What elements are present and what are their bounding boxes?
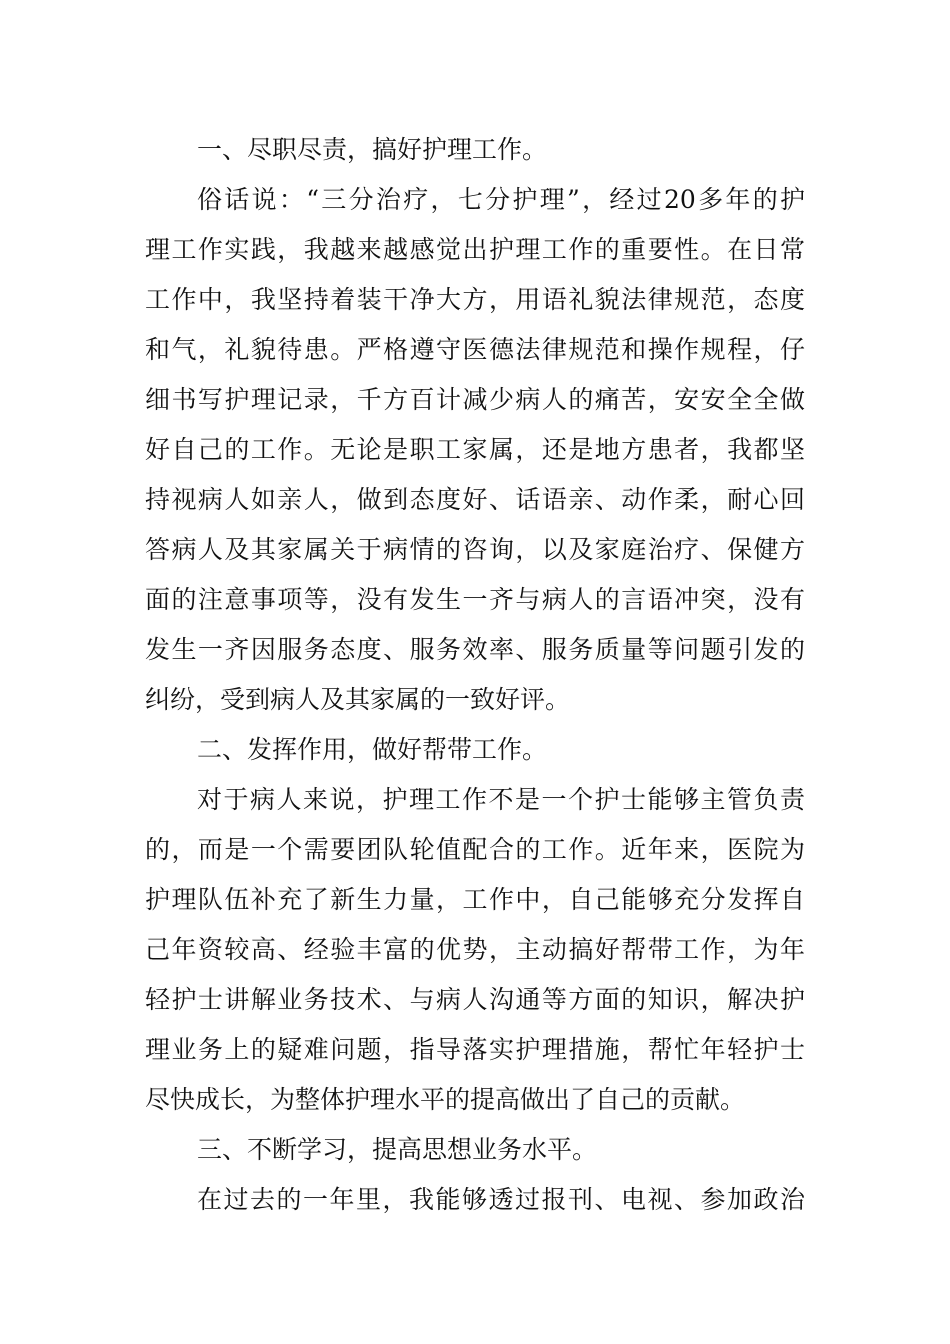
paragraph-line: 尽快成长，为整体护理水平的提高做出了自己的贡献。 [145,1085,746,1114]
paragraph-line: 对于病人来说，护理工作不是一个护士能够主管负责 [197,785,805,814]
paragraph-line: 在过去的一年里，我能够透过报刊、电视、参加政治 [197,1185,805,1214]
paragraph-line: 面的注意事项等，没有发生一齐与病人的言语冲突，没有 [145,585,805,614]
paragraph-line: 护理队伍补充了新生力量，工作中，自己能够充分发挥自 [145,885,805,914]
paragraph-line: 持视病人如亲人，做到态度好、话语亲、动作柔，耐心回 [145,485,805,514]
paragraph-line: 好自己的工作。无论是职工家属，还是地方患者，我都坚 [145,435,805,464]
paragraph-line: 的，而是一个需要团队轮值配合的工作。近年来，医院为 [145,835,805,864]
paragraph-line: 己年资较高、经验丰富的优势，主动搞好帮带工作，为年 [145,935,805,964]
paragraph-line: 和气，礼貌待患。严格遵守医德法律规范和操作规程，仔 [145,335,805,364]
paragraph-line: 发生一齐因服务态度、服务效率、服务质量等问题引发的 [145,635,805,664]
paragraph-line: 理工作实践，我越来越感觉出护理工作的重要性。在日常 [145,235,805,264]
section-heading-1: 一、尽职尽责，搞好护理工作。 [197,135,548,164]
section-heading-2: 二、发挥作用，做好帮带工作。 [197,735,548,764]
paragraph-line: 答病人及其家属关于病情的咨询，以及家庭治疗、保健方 [145,535,805,564]
paragraph-line: 轻护士讲解业务技术、与病人沟通等方面的知识，解决护 [145,985,805,1014]
paragraph-line: 纠纷，受到病人及其家属的一致好评。 [145,685,571,714]
paragraph-line: 细书写护理记录，千方百计减少病人的痛苦，安安全全做 [145,385,805,414]
paragraph-line: 理业务上的疑难问题，指导落实护理措施，帮忙年轻护士 [145,1035,805,1064]
paragraph-line: 工作中，我坚持着装干净大方，用语礼貌法律规范，态度 [145,285,805,314]
section-heading-3: 三、不断学习，提高思想业务水平。 [197,1135,598,1164]
paragraph-line: 俗话说：“三分治疗，七分护理”，经过20多年的护 [197,185,805,214]
